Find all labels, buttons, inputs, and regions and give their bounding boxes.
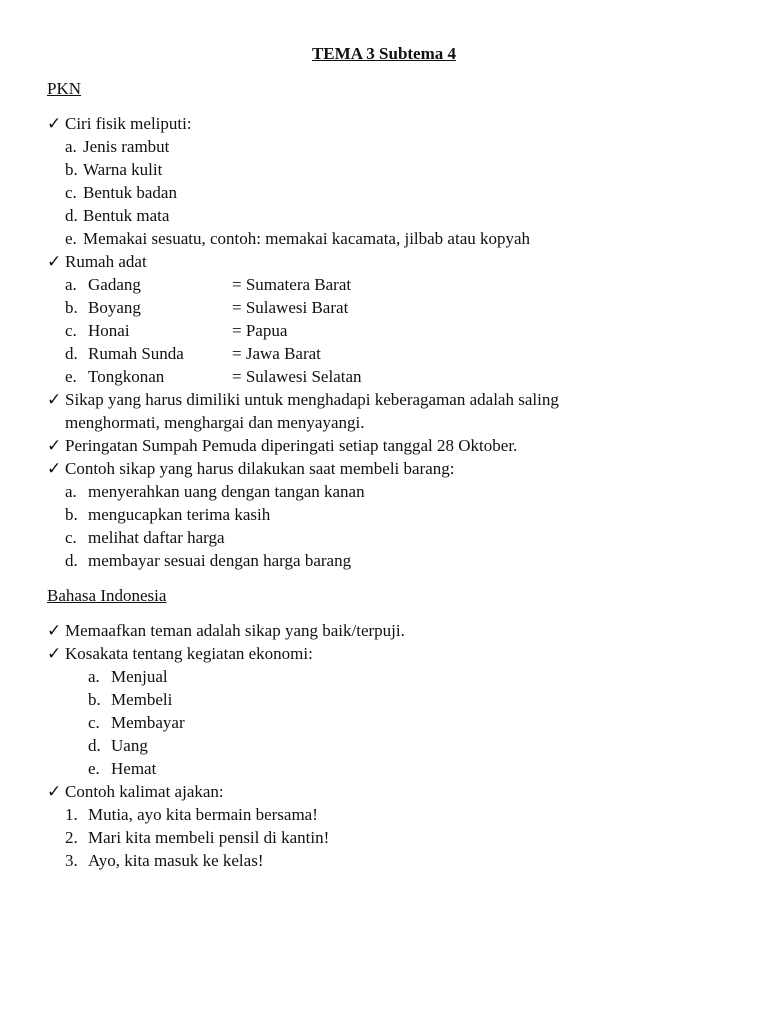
rumah-name: Boyang — [88, 298, 141, 317]
list-marker: 3. — [65, 851, 78, 870]
list-marker: c. — [65, 528, 77, 547]
list-item-text: Menjual — [111, 667, 168, 686]
check-icon: ✓ — [47, 114, 62, 133]
bullet-text: Contoh kalimat ajakan: — [65, 782, 224, 801]
list-item-text: Memakai sesuatu, contoh: memakai kacamata, jilbab atau kopyah — [83, 229, 531, 248]
bullet-text: Kosakata tentang kegiatan ekonomi: — [65, 644, 313, 663]
list-marker: a. — [65, 137, 77, 156]
list-marker: a. — [88, 667, 100, 686]
list-marker: b. — [65, 160, 78, 179]
rumah-province: = Sulawesi Barat — [232, 298, 349, 317]
list-item-text: Jenis rambut — [83, 137, 170, 156]
bullet-kalimat-ajakan — [47, 780, 224, 803]
list-item-text: Bentuk mata — [83, 206, 170, 225]
list-item-text: Membeli — [111, 690, 173, 709]
check-icon: ✓ — [47, 436, 62, 455]
list-item-text: Uang — [111, 736, 148, 755]
bullet-text-continuation: menghormati, menghargai dan menyayangi. — [65, 413, 365, 432]
check-icon: ✓ — [47, 621, 62, 640]
list-marker: a. — [65, 482, 77, 501]
list-item-text: Mutia, ayo kita bermain bersama! — [88, 805, 318, 824]
rumah-name: Tongkonan — [88, 367, 165, 386]
section-heading-pkn: PKN — [47, 79, 82, 98]
list-marker: e. — [88, 759, 100, 778]
list-item-text: mengucapkan terima kasih — [88, 505, 271, 524]
check-icon: ✓ — [47, 459, 62, 478]
bullet-contoh-sikap — [47, 457, 455, 480]
rumah-province: = Sumatera Barat — [232, 275, 352, 294]
check-icon: ✓ — [47, 390, 62, 409]
bullet-text: Sikap yang harus dimiliki untuk menghadapi keberagaman adalah saling — [65, 390, 559, 409]
page-title: TEMA 3 Subtema 4 — [311, 44, 457, 63]
rumah-name: Rumah Sunda — [88, 344, 184, 363]
bullet-text: Contoh sikap yang harus dilakukan saat membeli barang: — [65, 459, 455, 478]
list-marker: c. — [65, 183, 77, 202]
bullet-rumah-adat — [47, 250, 147, 273]
section-heading-bahasa-indonesia: Bahasa Indonesia — [47, 586, 167, 605]
list-item-text: membayar sesuai dengan harga barang — [88, 551, 352, 570]
rumah-province: = Jawa Barat — [232, 344, 321, 363]
list-marker: b. — [65, 298, 78, 317]
list-marker: d. — [65, 551, 78, 570]
rumah-province: = Sulawesi Selatan — [232, 367, 362, 386]
list-marker: 2. — [65, 828, 78, 847]
check-icon: ✓ — [47, 252, 62, 271]
rumah-name: Honai — [88, 321, 130, 340]
bullet-memaafkan — [47, 619, 405, 642]
bullet-kosakata — [47, 642, 313, 665]
list-marker: d. — [88, 736, 101, 755]
list-marker: b. — [65, 505, 78, 524]
check-icon: ✓ — [47, 644, 62, 663]
list-item-text: Ayo, kita masuk ke kelas! — [88, 851, 264, 870]
list-marker: b. — [88, 690, 101, 709]
rumah-province: = Papua — [232, 321, 288, 340]
list-marker: a. — [65, 275, 77, 294]
bullet-text: Rumah adat — [65, 252, 147, 271]
list-marker: d. — [65, 344, 78, 363]
bullet-ciri-fisik — [47, 112, 192, 135]
list-marker: c. — [88, 713, 100, 732]
list-marker: e. — [65, 229, 77, 248]
list-marker: c. — [65, 321, 77, 340]
check-icon: ✓ — [47, 782, 62, 801]
list-item-text: Warna kulit — [83, 160, 163, 179]
bullet-text: Memaafkan teman adalah sikap yang baik/terpuji. — [65, 621, 405, 640]
list-item-text: Hemat — [111, 759, 157, 778]
list-marker: 1. — [65, 805, 78, 824]
list-item-text: menyerahkan uang dengan tangan kanan — [88, 482, 365, 501]
list-marker: e. — [65, 367, 77, 386]
bullet-text: Ciri fisik meliputi: — [65, 114, 192, 133]
bullet-sumpah-pemuda — [47, 434, 517, 457]
list-item-text: Bentuk badan — [83, 183, 177, 202]
list-item-text: Mari kita membeli pensil di kantin! — [88, 828, 330, 847]
rumah-name: Gadang — [88, 275, 141, 294]
bullet-sikap — [47, 388, 559, 411]
list-item-text: Membayar — [111, 713, 185, 732]
list-item-text: melihat daftar harga — [88, 528, 225, 547]
bullet-text: Peringatan Sumpah Pemuda diperingati setiap tanggal 28 Oktober. — [65, 436, 518, 455]
list-marker: d. — [65, 206, 78, 225]
